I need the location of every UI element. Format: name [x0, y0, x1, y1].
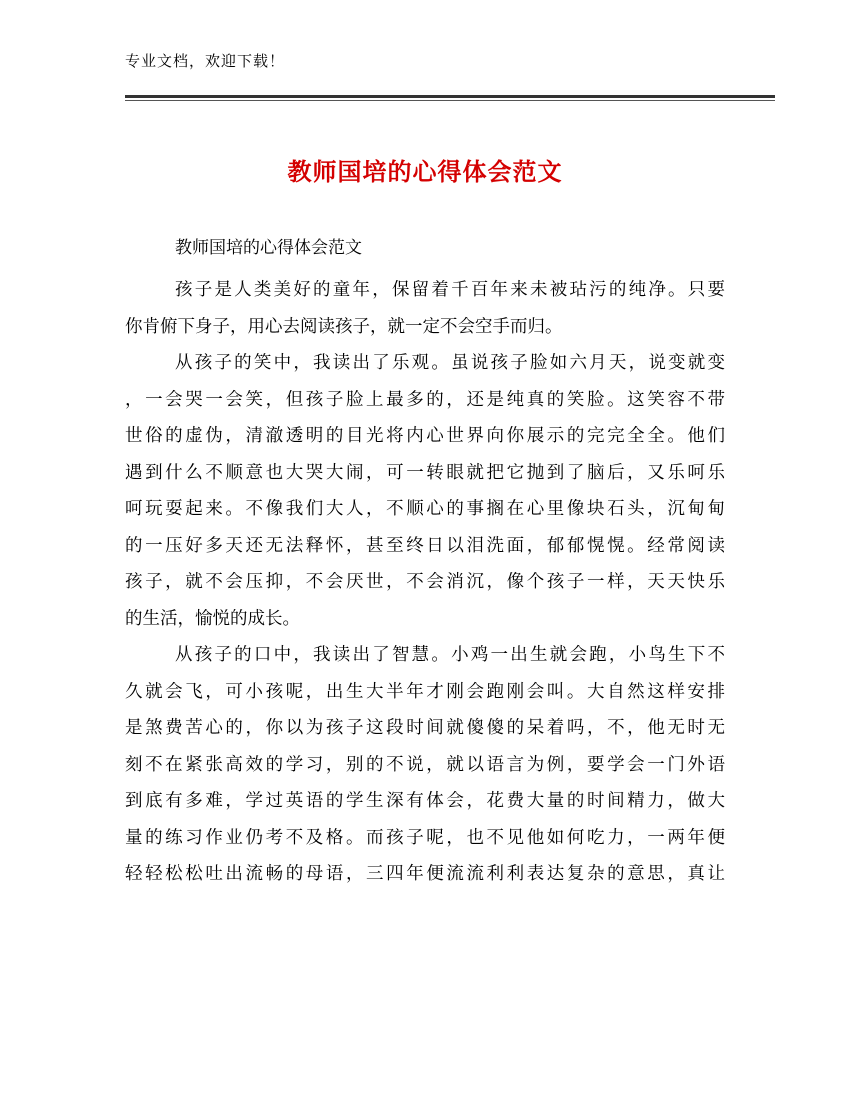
body-line: 到底有多难，学过英语的学生深有体会，花费大量的时间精力，做大	[125, 791, 725, 811]
document-body	[125, 272, 725, 893]
body-line: 刻不在紧张高效的学习，别的不说，就以语言为例，要学会一门外语	[125, 754, 725, 775]
header-divider	[125, 95, 775, 98]
body-line: 从孩子的笑中，我读出了乐观。虽说孩子脸如六月天，说变就变	[175, 353, 725, 373]
body-line: 的生活，愉悦的成长。	[125, 608, 300, 629]
body-line: 的一压好多天还无法释怀，甚至终日以泪洗面，郁郁愰愰。经常阅读	[125, 535, 725, 556]
document-subtitle: 教师国培的心得体会范文	[175, 238, 362, 258]
body-line: 世俗的虚伪，清澈透明的目光将内心世界向你展示的完完全全。他们	[125, 426, 725, 446]
body-line: 你肯俯下身子，用心去阅读孩子，就一定不会空手而归。	[125, 316, 563, 337]
body-line: 孩子，就不会压抑，不会厌世，不会消沉，像个孩子一样，天天快乐	[125, 572, 725, 592]
body-line: 量的练习作业仍考不及格。而孩子呢，也不见他如何吃力，一两年便	[125, 827, 725, 848]
header-note: 专业文档，欢迎下载！	[125, 52, 286, 70]
document-title: 教师国培的心得体会范文	[287, 158, 563, 186]
body-line: ，一会哭一会笑，但孩子脸上最多的，还是纯真的笑脸。这笑容不带	[125, 389, 725, 410]
body-line: 呵玩耍起来。不像我们大人，不顺心的事搁在心里像块石头，沉甸甸	[125, 499, 725, 519]
body-line: 从孩子的口中，我读出了智慧。小鸡一出生就会跑，小鸟生下不	[175, 645, 725, 665]
body-line: 久就会飞，可小孩呢，出生大半年才刚会跑刚会叫。大自然这样安排	[125, 681, 725, 702]
body-line: 孩子是人类美好的童年，保留着千百年来未被玷污的纯净。只要	[175, 280, 725, 300]
body-line: 是煞费苦心的，你以为孩子这段时间就傻傻的呆着吗，不，他无时无	[125, 718, 725, 738]
body-line: 遇到什么不顺意也大哭大闹，可一转眼就把它抛到了脑后，又乐呵乐	[125, 462, 725, 483]
header-divider-thin	[125, 100, 775, 101]
body-line: 轻轻松松吐出流畅的母语，三四年便流流利利表达复杂的意思，真让	[125, 864, 725, 884]
